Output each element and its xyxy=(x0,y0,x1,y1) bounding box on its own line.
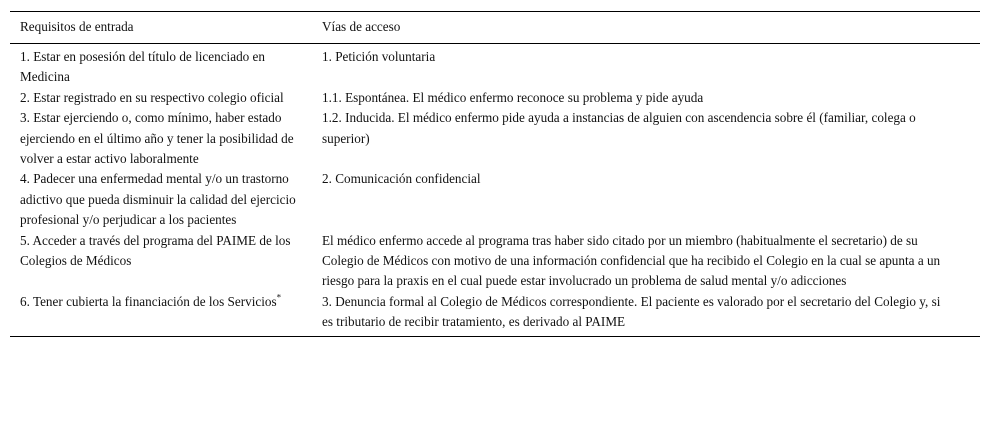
requisito-cell xyxy=(10,292,312,333)
via-cell: El médico enfermo accede al programa tras haber sido citado por un miembro (habitualmente el secretario) de su Colegio de Médicos con motivo de una información confidencial que ha recibido el Colegio en la cual se apunta a un riesgo para la praxis en el cual puede estar involucrado un problema de salud mental y/o adicciones xyxy=(322,232,941,289)
requirements-table xyxy=(10,11,980,337)
table-row xyxy=(10,47,980,88)
requisito-cell: 4. Padecer una enfermedad mental y/o un trastorno adictivo que pueda disminuir la calidad del ejercicio profesional y/o perjudicar a los pacientes xyxy=(20,171,296,228)
table-row xyxy=(10,169,980,230)
via-cell: 1.1. Espontánea. El médico enfermo reconoce su problema y pide ayuda xyxy=(322,89,704,105)
footnote-mark: * xyxy=(276,292,282,303)
via-cell: 2. Comunicación confidencial xyxy=(322,171,481,187)
table-row xyxy=(10,88,980,108)
requisito-text: 6. Tener cubierta la financiación de los Servicios xyxy=(20,293,277,309)
header-vias: Vías de acceso xyxy=(322,19,401,35)
table-row xyxy=(10,108,980,169)
via-cell: 1.2. Inducida. El médico enfermo pide ayuda a instancias de alguien con ascendencia sobre él (familiar, colega o superior) xyxy=(322,110,916,146)
header-requisitos: Requisitos de entrada xyxy=(20,19,134,35)
table-row xyxy=(10,292,980,333)
via-cell: 1. Petición voluntaria xyxy=(322,49,436,64)
table-body xyxy=(10,47,980,336)
table-header xyxy=(10,12,980,44)
requisito-cell: 1. Estar en posesión del título de licenciado en Medicina xyxy=(20,49,265,85)
requisito-cell: 5. Acceder a través del programa del PAIME de los Colegios de Médicos xyxy=(20,232,291,269)
via-cell: 3. Denuncia formal al Colegio de Médicos correspondiente. El paciente es valorado por el secretario del Colegio y, si es tributario de recibir tratamiento, es derivado al PAIME xyxy=(322,293,941,330)
table-row xyxy=(10,231,980,292)
requisito-cell: 2. Estar registrado en su respectivo colegio oficial xyxy=(20,89,284,105)
requisito-cell: 3. Estar ejerciendo o, como mínimo, haber estado ejerciendo en el último año y tener la posibilidad de volver a estar activo laboralmente xyxy=(20,110,294,167)
